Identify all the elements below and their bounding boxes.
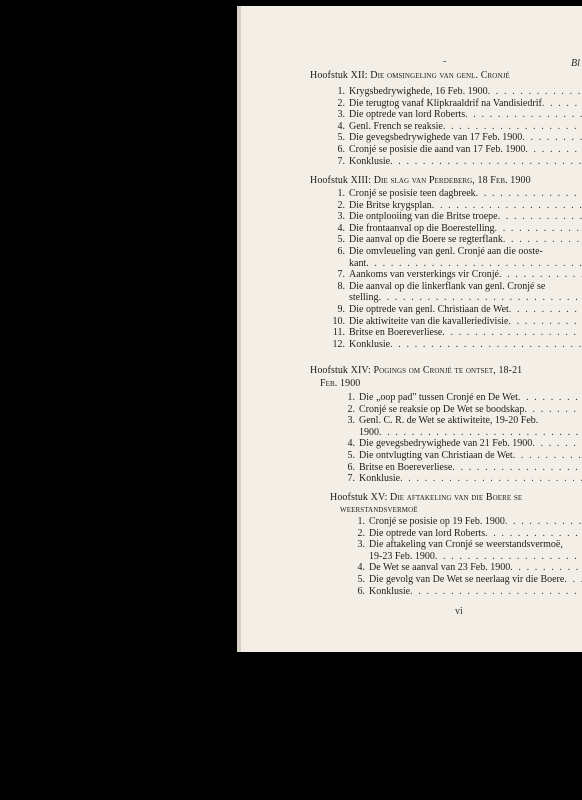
- leader-dots: [379, 427, 582, 439]
- leader-dots: [524, 404, 582, 416]
- entry-number: 1.: [337, 86, 345, 97]
- entry-number: 6.: [357, 585, 365, 597]
- entry-number: 4.: [347, 438, 355, 450]
- toc-entry: [341, 562, 582, 574]
- entry-text: Cronjé se posisie teen dagbreek: [349, 188, 476, 199]
- entry-number: 10.: [332, 315, 345, 327]
- toc-entry: [321, 281, 582, 293]
- toc-entry: [331, 450, 582, 462]
- leader-dots: [522, 132, 582, 144]
- chapter-title: Hoofstuk XII: Die omsingeling van genl. Cronjé: [310, 70, 510, 81]
- leader-dots: [390, 339, 582, 351]
- toc-entry-continuation: [369, 551, 582, 563]
- chapter-title-line2: weerstandsvermoë: [340, 504, 418, 515]
- entry-text: Die aanval op die Boere se regterflank: [349, 234, 503, 246]
- entry-text: 1900: [359, 426, 379, 438]
- entry-number: 9.: [337, 304, 345, 315]
- toc-entry: [331, 473, 582, 485]
- entry-number: 11.: [332, 327, 345, 339]
- toc-entry: [341, 528, 582, 540]
- chapter-title: Hoofstuk XIII: Die slag van Perdeberg, 18 Feb. 1900: [310, 175, 531, 186]
- leader-dots: [366, 258, 582, 270]
- page-edge: [237, 6, 241, 652]
- leader-dots: [532, 438, 582, 450]
- book-page: [237, 6, 582, 652]
- entry-text: Cronjé se posisie op 19 Feb. 1900: [369, 516, 505, 527]
- leader-dots: [452, 462, 582, 474]
- entry-text: 19-23 Feb. 1900: [369, 550, 435, 562]
- leader-dots: [505, 516, 582, 528]
- entry-number: 3.: [337, 109, 345, 121]
- toc-entry: [321, 86, 582, 98]
- leader-dots: [435, 551, 582, 563]
- entry-number: 2.: [337, 97, 345, 109]
- toc-entry: [321, 316, 582, 328]
- entry-text: Krygsbedrywighede, 16 Feb. 1900: [349, 86, 488, 97]
- entry-text: Die aftakeling van Cronjé se weerstandsvermoë,: [369, 539, 563, 551]
- toc-entry: [321, 188, 582, 200]
- leader-dots: [518, 392, 582, 404]
- entry-text: Genl. French se reaksie: [349, 120, 443, 132]
- toc-entry: [341, 574, 582, 586]
- entry-number: 5.: [357, 574, 365, 585]
- entry-number: 4.: [337, 120, 345, 132]
- toc-entry: [321, 327, 582, 339]
- entry-text: Die ontplooiing van die Britse troepe: [349, 211, 498, 223]
- leader-dots: [513, 450, 582, 462]
- entry-text: Die gevegsbedrywighede van 21 Feb. 1900: [359, 438, 533, 450]
- entry-number: 4.: [337, 222, 345, 234]
- entry-number: 3.: [347, 415, 355, 427]
- entry-text: Die aktiwiteite van die kavalleriedivisie: [349, 315, 509, 327]
- leader-dots: [442, 327, 582, 339]
- leader-dots: [443, 121, 582, 133]
- entry-number: 12.: [332, 338, 345, 350]
- entry-number: 7.: [347, 473, 355, 485]
- toc-entry: [321, 269, 582, 281]
- leader-dots: [400, 473, 582, 485]
- entry-number: 2.: [347, 403, 355, 415]
- entry-text: Die „oop pad" tussen Cronjé en De Wet: [359, 392, 518, 403]
- entry-text: Die terugtog vanaf Klipkraaldrif na Vandisiedrif: [349, 97, 542, 109]
- entry-text: Die gevegsbedrywighede van 17 Feb. 1900: [349, 132, 523, 144]
- toc-entry: [331, 392, 582, 404]
- entry-text: kant: [349, 257, 367, 269]
- entry-number: 2.: [337, 199, 345, 211]
- entry-text: Konklusie: [359, 473, 401, 485]
- toc-entry: [331, 404, 582, 416]
- entry-text: Die optrede van lord Roberts: [349, 109, 466, 121]
- entry-text: Die Britse krygsplan: [349, 199, 432, 211]
- page-marker: -: [443, 56, 447, 67]
- toc-entry: [321, 144, 582, 156]
- toc-entry: [321, 109, 582, 121]
- entry-number: 5.: [337, 234, 345, 246]
- leader-dots: [390, 156, 582, 168]
- toc-entry-continuation: [359, 427, 582, 439]
- leader-dots: [378, 292, 582, 304]
- toc-entry: [321, 200, 582, 212]
- running-title: Bl: [571, 58, 580, 69]
- entry-text: stelling: [349, 292, 379, 304]
- entry-text: Cronjé se reaksie op De Wet se boodskap: [359, 403, 525, 415]
- toc-entry: [341, 586, 582, 598]
- toc-entry-continuation: [349, 292, 582, 304]
- toc-entry-continuation: [349, 258, 582, 270]
- toc-entry: [321, 156, 582, 168]
- leader-dots: [564, 574, 582, 586]
- leader-dots: [508, 316, 582, 328]
- entry-number: 8.: [337, 280, 345, 292]
- leader-dots: [499, 269, 582, 281]
- leader-dots: [465, 109, 582, 121]
- toc-entry: [321, 246, 582, 258]
- leader-dots: [503, 234, 582, 246]
- toc-entry: [321, 211, 582, 223]
- toc-entry: [331, 415, 582, 427]
- entry-number: 1.: [337, 188, 345, 199]
- entry-text: Konklusie: [349, 338, 391, 350]
- entry-number: 2.: [357, 527, 365, 539]
- entry-text: Die optrede van genl. Christiaan de Wet: [349, 304, 509, 315]
- chapter-title: Hoofstuk XV: Die aftakeling van die Boere se: [330, 492, 523, 503]
- leader-dots: [485, 528, 582, 540]
- entry-text: Die gevolg van De Wet se neerlaag vir die Boere: [369, 574, 565, 585]
- entry-number: 6.: [347, 461, 355, 473]
- toc-entry: [341, 539, 582, 551]
- entry-number: 6.: [337, 144, 345, 155]
- entry-text: Die optrede van lord Roberts: [369, 527, 486, 539]
- entry-number: 4.: [357, 562, 365, 574]
- toc-entry: [331, 438, 582, 450]
- leader-dots: [495, 223, 582, 235]
- entry-number: 5.: [347, 450, 355, 461]
- page-number: vi: [455, 606, 463, 617]
- entry-text: Die aanval op die linkerflank van genl. Cronjé se: [349, 280, 546, 292]
- entry-text: Aankoms van versterkings vir Cronjé: [349, 269, 499, 281]
- entry-number: 3.: [337, 211, 345, 223]
- leader-dots: [498, 211, 582, 223]
- toc-entry: [321, 304, 582, 316]
- leader-dots: [476, 188, 582, 200]
- entry-number: 7.: [337, 155, 345, 167]
- entry-number: 1.: [357, 516, 365, 527]
- toc-entry: [321, 98, 582, 110]
- leader-dots: [488, 86, 582, 98]
- leader-dots: [542, 98, 582, 110]
- entry-text: Konklusie: [349, 155, 391, 167]
- entry-text: Konklusie: [369, 585, 411, 597]
- entry-number: 3.: [357, 539, 365, 551]
- chapter-title: Hoofstuk XIV: Pogings om Cronjé te ontset, 18-21: [310, 365, 523, 376]
- toc-entry: [321, 121, 582, 133]
- toc-entry: [341, 516, 582, 528]
- entry-number: 1.: [347, 392, 355, 403]
- toc-entry: [321, 339, 582, 351]
- entry-text: Die frontaanval op die Boerestelling: [349, 222, 495, 234]
- entry-number: 6.: [337, 246, 345, 257]
- entry-text: Die omvleueling van genl. Cronjé aan die ooste-: [349, 246, 543, 257]
- leader-dots: [510, 562, 582, 574]
- chapter-title-line2: Feb. 1900: [320, 378, 361, 389]
- toc-entry: [321, 132, 582, 144]
- toc-entry: [331, 462, 582, 474]
- entry-number: 5.: [337, 132, 345, 144]
- entry-text: Die ontvlugting van Christiaan de Wet: [359, 450, 513, 461]
- toc-entry: [321, 223, 582, 235]
- leader-dots: [525, 144, 582, 156]
- entry-number: 7.: [337, 269, 345, 281]
- entry-text: De Wet se aanval van 23 Feb. 1900: [369, 562, 511, 574]
- leader-dots: [410, 586, 582, 598]
- leader-dots: [509, 304, 582, 316]
- toc-entry: [321, 234, 582, 246]
- entry-text: Genl. C. R. de Wet se aktiwiteite, 19-20 Feb.: [359, 415, 539, 427]
- entry-text: Britse en Boereverliese: [359, 461, 453, 473]
- entry-text: Cronjé se posisie die aand van 17 Feb. 1900: [349, 144, 526, 155]
- entry-text: Britse en Boereverliese: [349, 327, 443, 339]
- leader-dots: [432, 200, 582, 212]
